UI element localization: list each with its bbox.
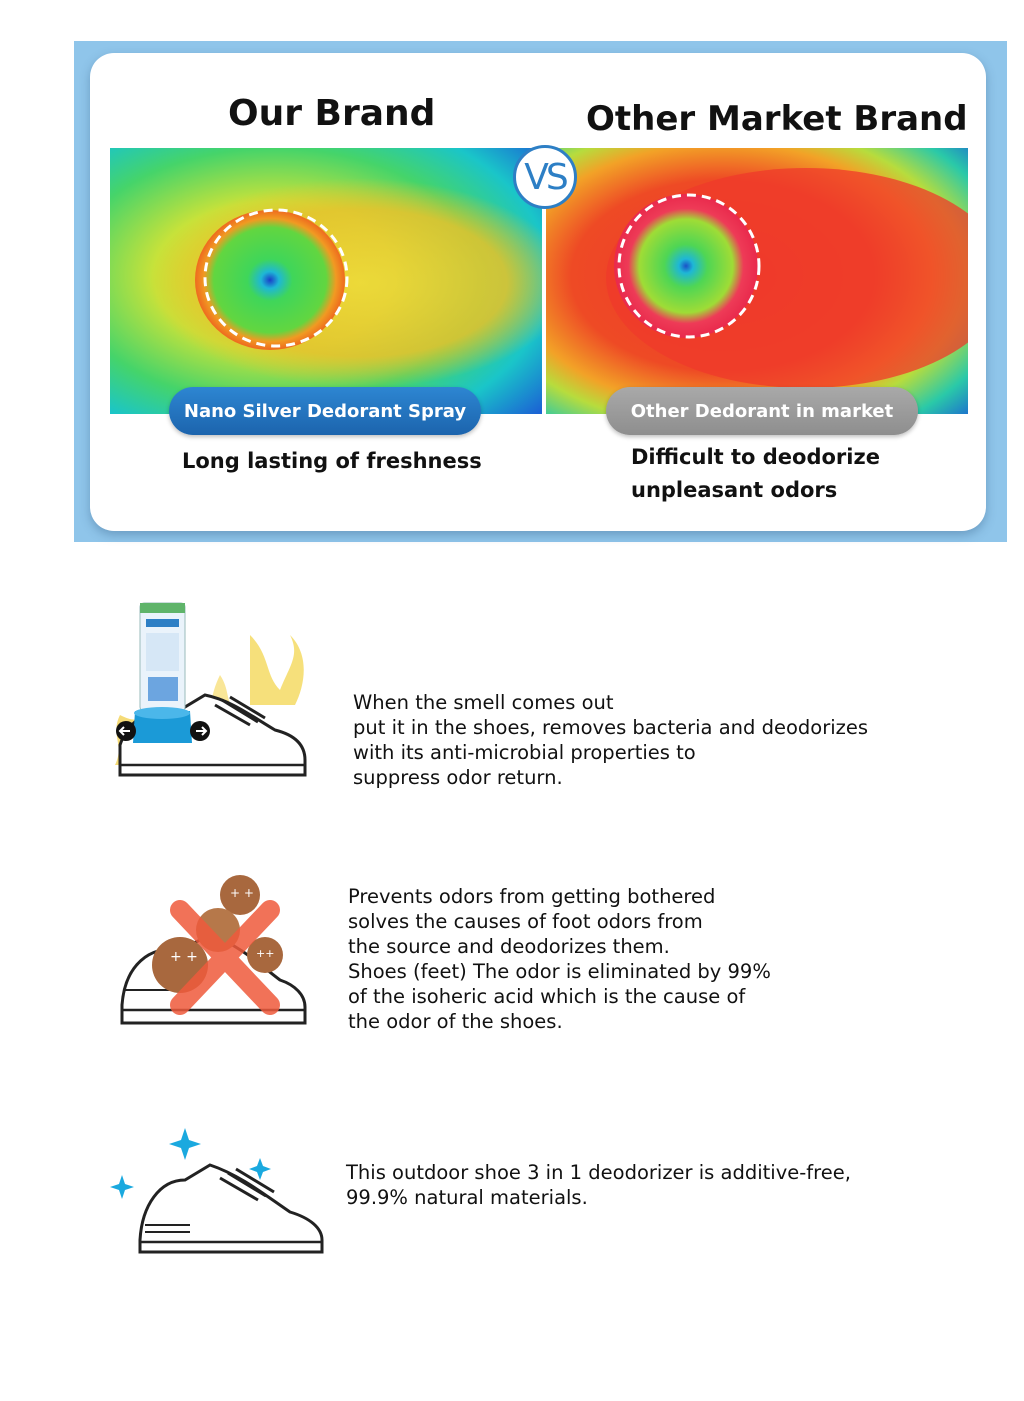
our-brand-heatmap (110, 148, 542, 414)
our-brand-caption: Long lasting of freshness (182, 449, 482, 473)
other-product-label: Other Dedorant in market (606, 387, 918, 435)
other-brand-caption: Difficult to deodorize unpleasant odors (631, 445, 880, 502)
feature-spray-text: When the smell comes out put it in the shoes, removes bacteria and deodorizes with its anti-microbial properties to suppress odor return. (353, 691, 869, 789)
feature-odor-source (0, 850, 1024, 1065)
feature-natural (0, 1110, 1024, 1275)
spray-in-shoe-icon (100, 595, 325, 800)
feature-odor-source-text: Prevents odors from getting bothered solves the causes of foot odors from the source and deodorizes them. Shoes (feet) The odor is eliminated by 99% of the isoheric acid which is the cause of the odor of the shoes. (348, 885, 771, 1033)
comparison-card (90, 53, 986, 531)
svg-text:++: ++ (256, 947, 275, 960)
other-brand-title: Other Market Brand (586, 99, 968, 139)
feature-spray (0, 590, 1024, 810)
svg-text:+ +: + + (170, 949, 198, 965)
vs-badge: VS (513, 145, 577, 209)
svg-text:+ +: + + (230, 886, 254, 900)
clean-shoe-sparkle-icon (100, 1120, 340, 1270)
other-brand-heatmap (546, 148, 968, 414)
comparison-banner (74, 41, 1007, 542)
feature-natural-text: This outdoor shoe 3 in 1 deodorizer is additive-free, 99.9% natural materials. (346, 1161, 851, 1209)
our-brand-title: Our Brand (228, 93, 436, 134)
our-product-label: Nano Silver Dedorant Spray (169, 387, 481, 435)
bacteria-crossed-shoe-icon (110, 855, 342, 1065)
